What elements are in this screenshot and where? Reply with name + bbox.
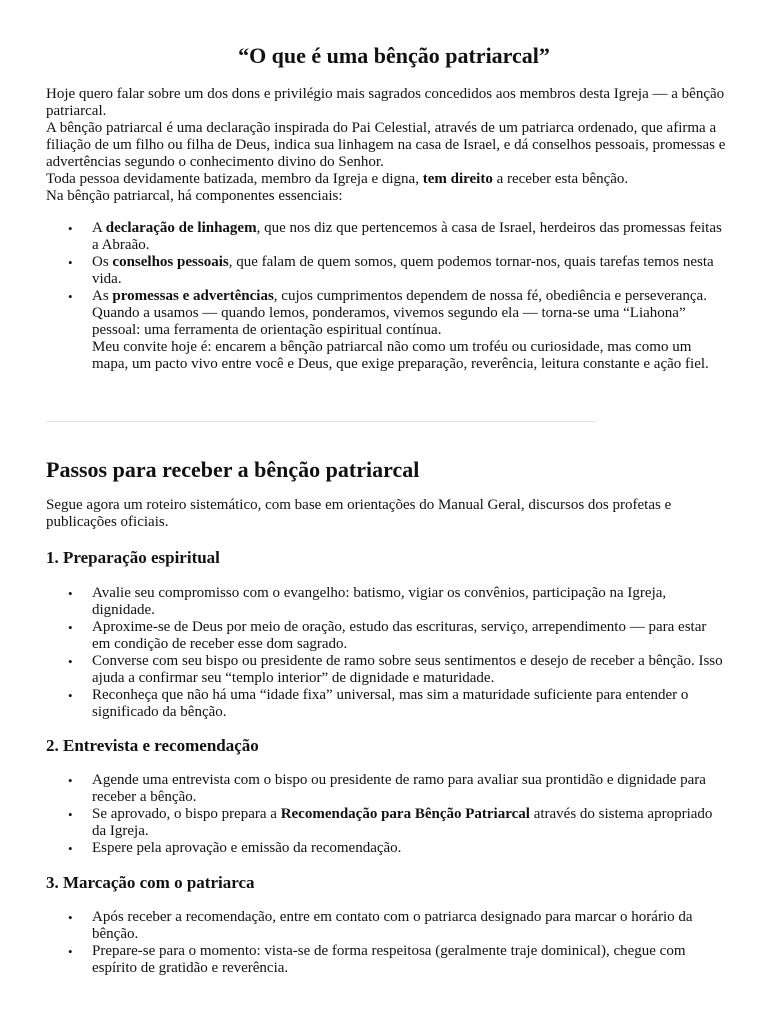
list-item — [92, 254, 726, 288]
step3-list — [46, 909, 726, 977]
item-prefix: Os — [92, 254, 113, 270]
step2-list — [46, 772, 726, 857]
list-item: • Após receber a recomendação, entre em contato com o patriarca designado para marcar o horário da bênção. — [92, 909, 726, 943]
item-bold: promessas e advertências — [112, 288, 274, 304]
intro-p3-bold: tem direito — [422, 171, 493, 187]
list-item: • Aproxime-se de Deus por meio de oração, estudo das escrituras, serviço, arrependimento — para estar em condição de receber esse dom sagrado. — [92, 619, 726, 653]
item-bold: conselhos pessoais — [112, 254, 229, 270]
step3-list-section — [46, 909, 726, 977]
intro-paragraph-2: A bênção patriarcal é uma declaração inspirada do Pai Celestial, através de um patriarca ordenado, que afirma a filiação de um filho ou filha de Deus, indica sua linhagem na casa de Israel, e dá conselhos pessoais, promessas e advertências segundo o conhecimento divino do Senhor. — [46, 120, 726, 170]
item-text: através do sistema apropriado da Igreja. — [92, 806, 713, 839]
step2-list-section — [46, 772, 726, 857]
liahona-text: Quando a usamos — quando lemos, ponderamos, vivemos segundo ela — torna-se uma “Liahona” pessoal: uma ferramenta de orientação espiritual contínua. — [92, 305, 686, 338]
list-item: • Espere pela aprovação e emissão da recomendação. — [92, 840, 726, 857]
components-list-section — [46, 220, 726, 373]
item-text: , que falam de quem somos, quem podemos tornar-nos, quais tarefas temos nesta vida. — [92, 254, 714, 287]
invitation-text: Meu convite hoje é: encarem a bênção patriarcal não como um troféu ou curiosidade, mas como um mapa, um pacto vivo entre você e Deus, que exige preparação, reverência, leitura constante e ação fiel. — [92, 339, 709, 372]
item-bold: declaração de linhagem — [105, 220, 257, 236]
list-item: • Prepare-se para o momento: vista-se de forma respeitosa (geralmente traje dominical), chegue com espírito de gratidão e reverência. — [92, 943, 726, 977]
recommendation-bold: Recomendação para Bênção Patriarcal — [280, 806, 530, 822]
intro-paragraph-3 — [46, 171, 726, 188]
section-intro-text: Segue agora um roteiro sistemático, com base em orientações do Manual Geral, discursos dos profetas e publicações oficiais. — [46, 497, 672, 530]
page-title: “O que é uma bênção patriarcal” — [238, 43, 550, 68]
section-title: Passos para receber a bênção patriarcal — [46, 457, 420, 482]
item-text: Se aprovado, o bispo prepara a — [92, 806, 281, 822]
list-item: • Converse com seu bispo ou presidente de ramo sobre seus sentimentos e desejo de receber a bênção. Isso ajuda a confirmar seu “templo interior” de dignidade e maturidade. — [92, 653, 726, 687]
step3-title: 3. Marcação com o patriarca — [46, 873, 255, 892]
item-prefix: As — [92, 288, 113, 304]
list-item — [92, 220, 726, 254]
list-item: • Avalie seu compromisso com o evangelho: batismo, vigiar os convênios, participação na Igreja, dignidade. — [92, 585, 726, 619]
step1-title: 1. Preparação espiritual — [46, 548, 220, 567]
item-text: , que nos diz que pertencemos à casa de Israel, herdeiros das promessas feitas a Abraão. — [92, 220, 722, 253]
list-item: • Reconheça que não há uma “idade fixa” universal, mas sim a maturidade suficiente para entender o significado da bênção. — [92, 687, 726, 721]
section-intro — [46, 497, 726, 531]
item-text: , cujos cumprimentos dependem de nossa fé, obediência e perseverança. — [273, 288, 707, 304]
section-divider — [46, 421, 596, 422]
components-list — [46, 220, 726, 373]
list-item: • Agende uma entrevista com o bispo ou presidente de ramo para avaliar sua prontidão e dignidade para receber a bênção. — [92, 772, 726, 806]
step2-title: 2. Entrevista e recomendação — [46, 736, 259, 755]
intro-p3-text-c: a receber esta bênção. — [492, 171, 629, 187]
intro-p3-text-a: Toda pessoa devidamente batizada, membro da Igreja e digna, — [46, 171, 423, 187]
intro-paragraph-1: Hoje quero falar sobre um dos dons e privilégio mais sagrados concedidos aos membros desta Igreja — a bênção patriarcal. — [46, 86, 725, 119]
intro-paragraph-4: Na bênção patriarcal, há componentes essenciais: — [46, 188, 343, 204]
list-item — [92, 288, 726, 373]
intro-section — [46, 86, 726, 205]
item-prefix: A — [92, 220, 106, 236]
step1-list — [46, 585, 726, 721]
step1-list-section — [46, 585, 726, 721]
list-item — [92, 806, 726, 840]
